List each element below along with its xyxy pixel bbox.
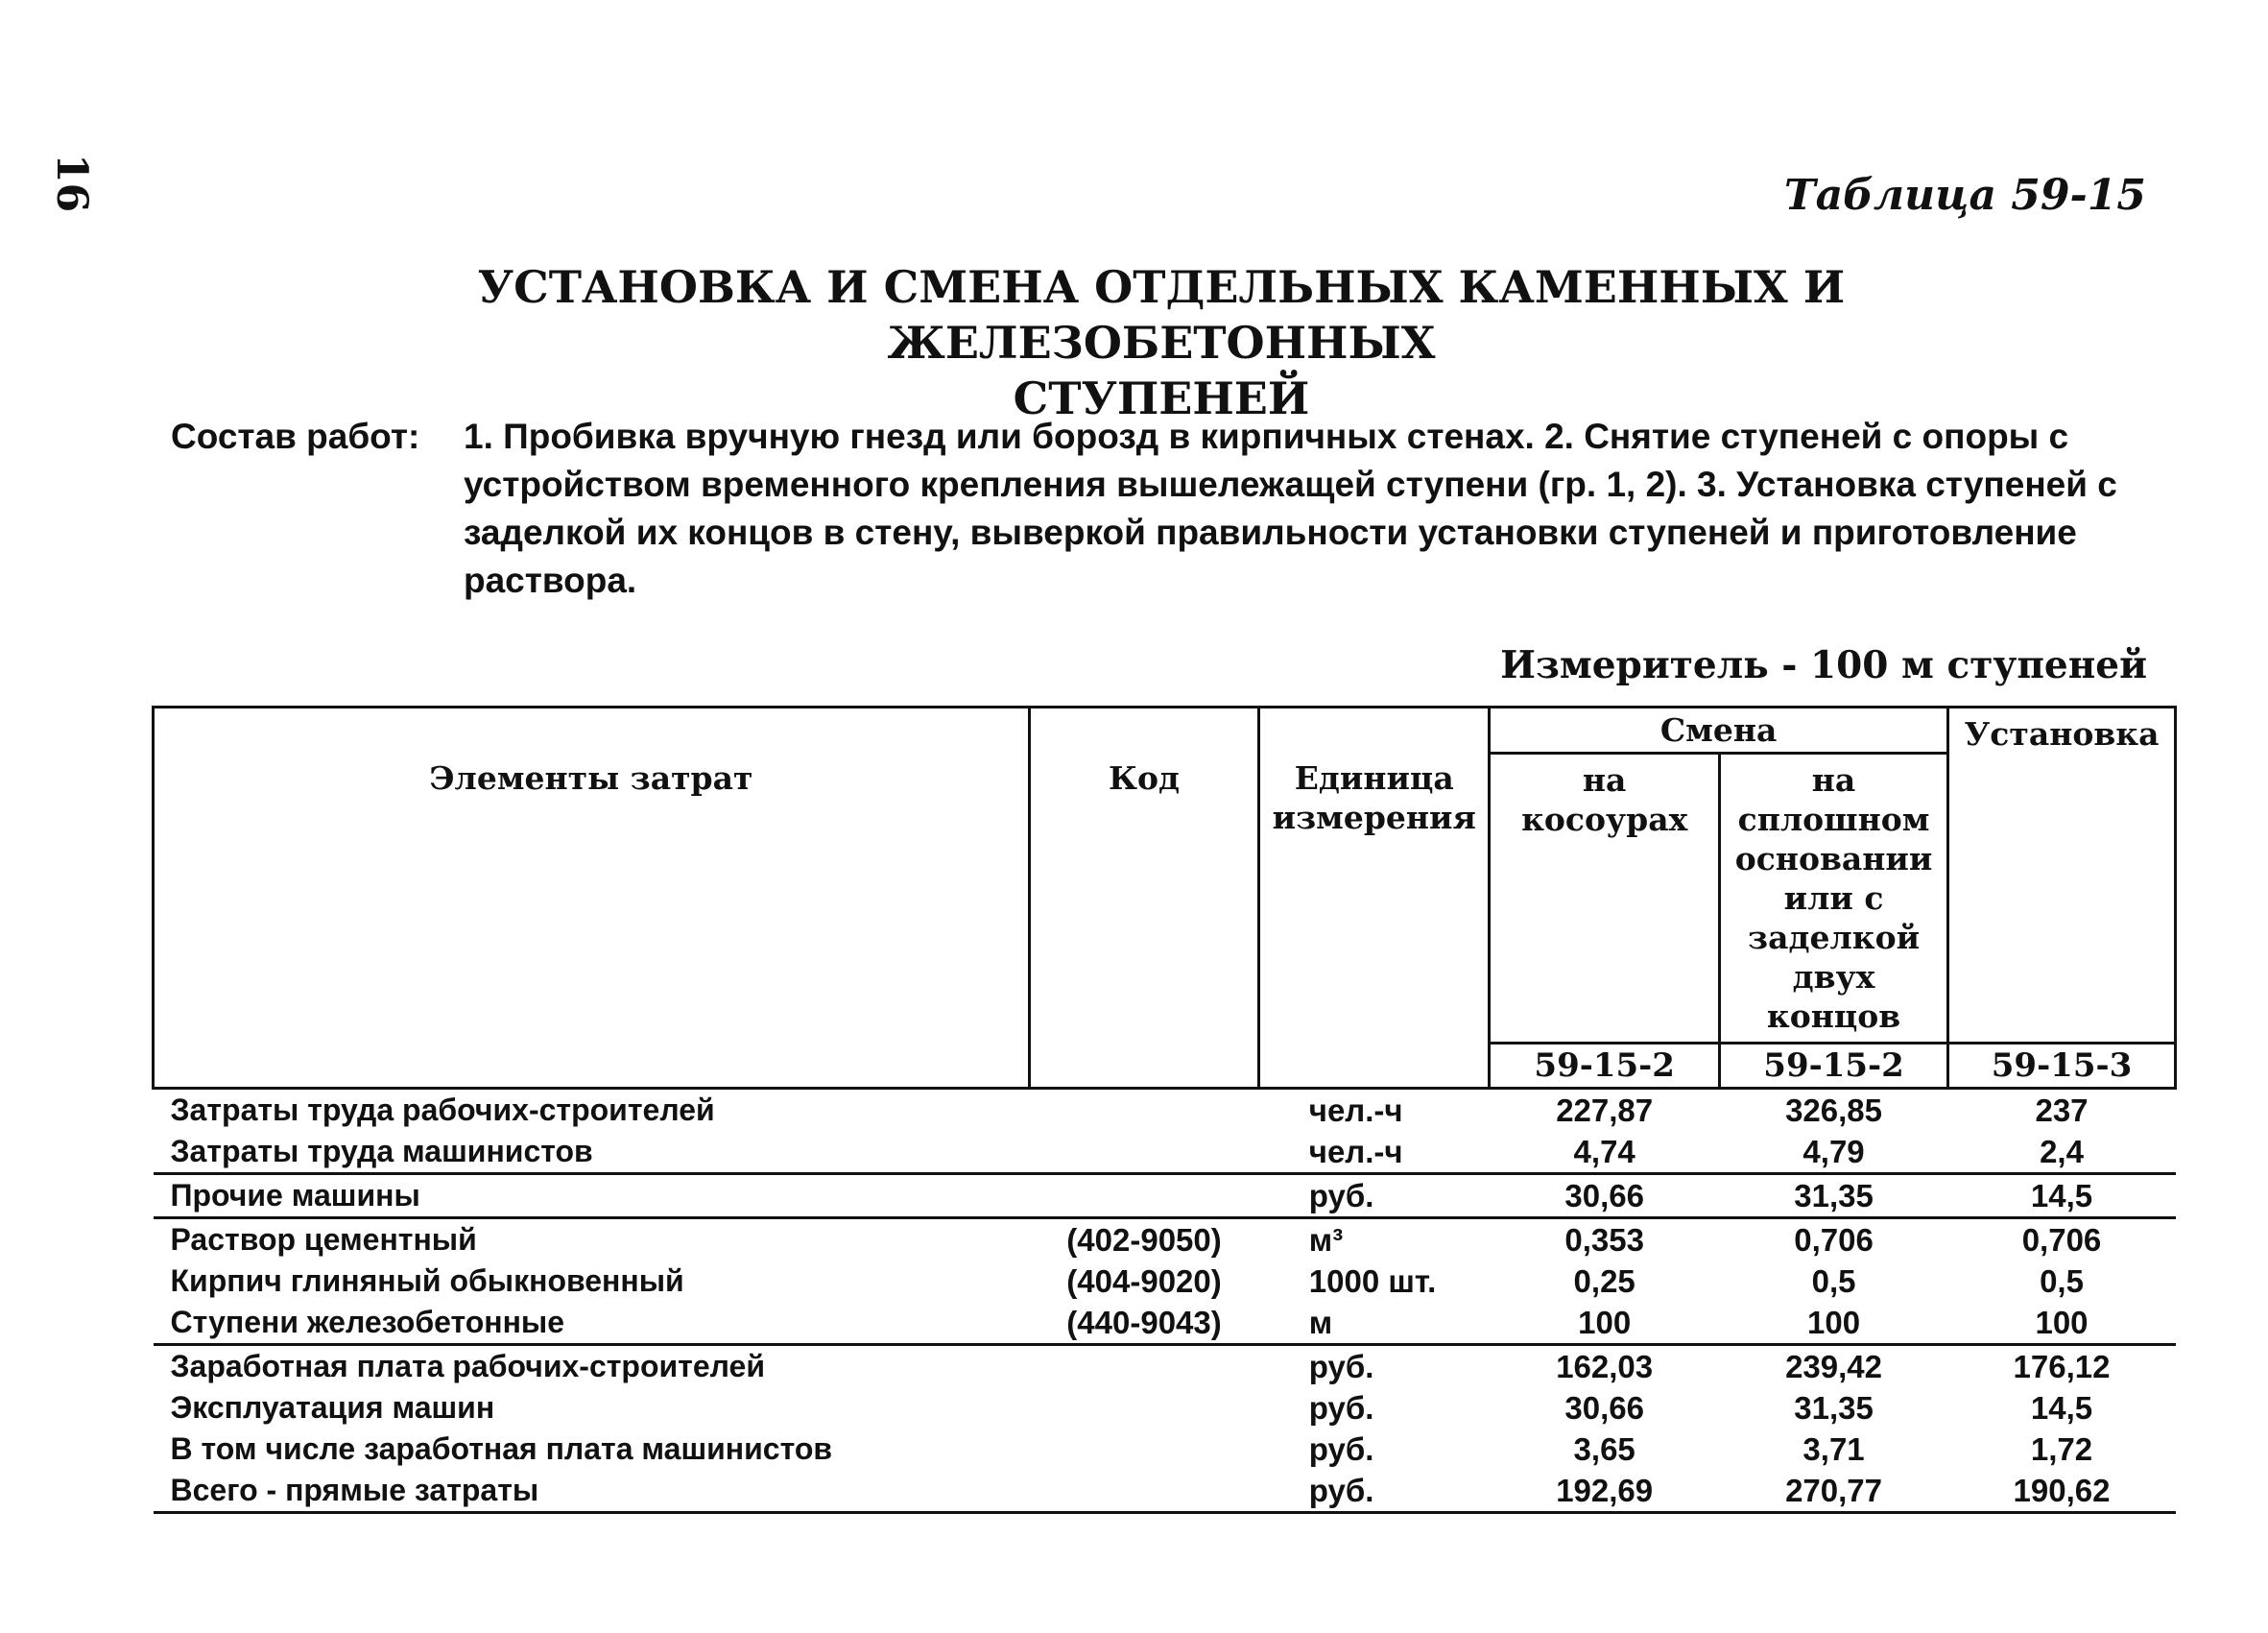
row-value-1: 30,66 — [1490, 1174, 1720, 1218]
row-value-2: 0,706 — [1720, 1218, 1948, 1261]
row-value-1: 4,74 — [1573, 1134, 1635, 1169]
row-code: (440-9043) — [1066, 1305, 1222, 1340]
row-unit: чел.-ч — [1308, 1134, 1403, 1169]
header-replacement: Смена — [1490, 708, 1948, 754]
header-installation: Установка — [1948, 708, 2176, 1044]
row-name: Затраты труда рабочих-строителей — [170, 1093, 715, 1127]
cost-table — [152, 706, 2177, 1514]
row-unit: чел.-ч — [1308, 1093, 1403, 1128]
row-value-2: 31,35 — [1720, 1174, 1948, 1218]
row-unit: 1000 шт. — [1308, 1263, 1437, 1299]
work-composition — [171, 413, 2167, 605]
row-code — [1029, 1387, 1259, 1429]
header-elements: Элементы затрат — [154, 708, 1030, 1089]
row-code — [1029, 1429, 1259, 1470]
row-value-2: 239,42 — [1720, 1345, 1948, 1388]
row-name: Всего - прямые затраты — [154, 1470, 1030, 1513]
row-value-1: 162,03 — [1490, 1345, 1720, 1388]
row-value-3: 176,12 — [1948, 1345, 2176, 1388]
row-value-1: 192,69 — [1490, 1470, 1720, 1513]
row-value-3: 0,5 — [2040, 1263, 2084, 1299]
row-value-2: 100 — [1807, 1305, 1861, 1340]
row-value-3: 14,5 — [1948, 1174, 2176, 1218]
row-code: (402-9050) — [1029, 1218, 1259, 1261]
row-value-2: 31,35 — [1794, 1390, 1874, 1426]
row-name: Затраты труда машинистов — [170, 1134, 593, 1168]
row-value-3: 1,72 — [2030, 1431, 2093, 1467]
row-name: Ступени железобетонные — [170, 1305, 565, 1339]
row-unit: м³ — [1259, 1218, 1490, 1261]
table-label: Таблица 59-15 — [1783, 171, 2146, 220]
table-row — [154, 1470, 2176, 1513]
table-row — [154, 1174, 2176, 1218]
row-value-1: 3,65 — [1573, 1431, 1635, 1467]
composition-label: Состав работ: — [171, 417, 420, 456]
row-name: Эксплуатация машин — [170, 1390, 495, 1425]
row-name: Прочие машины — [154, 1174, 1030, 1218]
row-value-3: 100 — [2035, 1305, 2089, 1340]
row-name: В том числе заработная плата машинистов — [170, 1431, 833, 1466]
row-code — [1029, 1089, 1259, 1132]
column-code-3: 59-15-3 — [1948, 1044, 2176, 1089]
header-on-stringers: на косоурах — [1490, 754, 1720, 1044]
table-row — [154, 1131, 2176, 1174]
row-value-2: 4,79 — [1802, 1134, 1865, 1169]
row-value-3: 2,4 — [2040, 1134, 2084, 1169]
row-value-2: 0,5 — [1811, 1263, 1856, 1299]
row-value-1: 0,25 — [1573, 1263, 1635, 1299]
row-code — [1029, 1174, 1259, 1218]
table-row — [154, 1218, 2176, 1261]
header-on-solid-base: на сплошном основании или с заделкой двух концов — [1720, 754, 1948, 1044]
table-row — [154, 1302, 2176, 1345]
row-code — [1029, 1470, 1259, 1513]
row-unit: руб. — [1259, 1470, 1490, 1513]
row-value-1: 30,66 — [1564, 1390, 1644, 1426]
row-unit: м — [1308, 1305, 1333, 1340]
row-value-2: 326,85 — [1785, 1093, 1883, 1128]
table-row — [154, 1261, 2176, 1302]
title-line-2: СТУПЕНЕЙ — [1013, 372, 1310, 424]
page-number: 16 — [47, 154, 96, 213]
table-row — [154, 1089, 2176, 1132]
title-line-1: УСТАНОВКА И СМЕНА ОТДЕЛЬНЫХ КАМЕННЫХ И ЖЕЛЕЗОБЕТОННЫХ — [477, 261, 1846, 369]
row-value-2: 3,71 — [1802, 1431, 1865, 1467]
row-unit: руб. — [1259, 1174, 1490, 1218]
column-code-2: 59-15-2 — [1720, 1044, 1948, 1089]
row-value-3: 190,62 — [1948, 1470, 2176, 1513]
row-value-3: 237 — [2035, 1093, 2089, 1128]
document-title — [250, 259, 2073, 426]
measure-unit: Измеритель - 100 м ступеней — [1500, 643, 2147, 687]
header-row-1 — [154, 708, 2176, 754]
row-value-2: 270,77 — [1720, 1470, 1948, 1513]
row-unit: руб. — [1259, 1345, 1490, 1388]
row-unit: руб. — [1308, 1431, 1374, 1467]
row-code — [1029, 1131, 1259, 1174]
row-code: (404-9020) — [1066, 1263, 1222, 1299]
column-code-1: 59-15-2 — [1490, 1044, 1720, 1089]
row-value-1: 0,353 — [1490, 1218, 1720, 1261]
row-value-3: 14,5 — [2030, 1390, 2093, 1426]
row-value-1: 100 — [1578, 1305, 1632, 1340]
row-value-1: 227,87 — [1556, 1093, 1654, 1128]
table-row — [154, 1429, 2176, 1470]
row-name: Кирпич глиняный обыкновенный — [170, 1263, 684, 1298]
table-row — [154, 1387, 2176, 1429]
row-name: Заработная плата рабочих-строителей — [154, 1345, 1030, 1388]
header-code: Код — [1029, 708, 1259, 1089]
header-unit: Единица измерения — [1259, 708, 1490, 1089]
row-name: Раствор цементный — [154, 1218, 1030, 1261]
row-unit: руб. — [1308, 1390, 1374, 1426]
row-code — [1029, 1345, 1259, 1388]
table-row — [154, 1345, 2176, 1388]
row-value-3: 0,706 — [1948, 1218, 2176, 1261]
composition-text: 1. Пробивка вручную гнезд или борозд в кирпичных стенах. 2. Снятие ступеней с опоры с устройством временного крепления вышележащей ступени (гр. 1, 2). 3. Установка ступеней с заделкой их концов в стену, выверкой правильности установки ступеней и приготовление раствора. — [464, 417, 2117, 600]
